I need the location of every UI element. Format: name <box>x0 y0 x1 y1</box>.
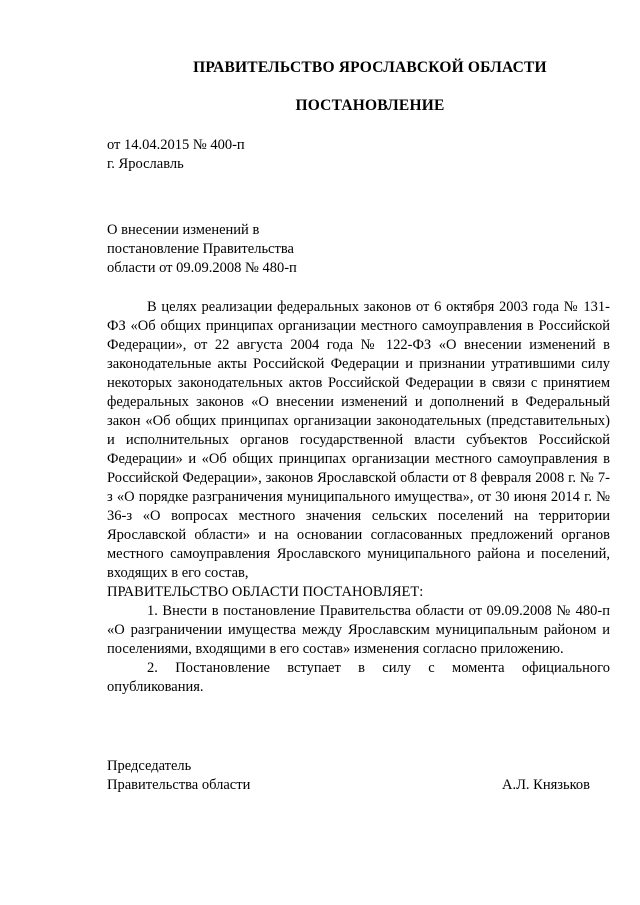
signer-position-line-2: Правительства области <box>107 777 251 793</box>
subject-line-1: О внесении изменений в <box>107 222 260 238</box>
document-type: ПОСТАНОВЛЕНИЕ <box>295 97 445 114</box>
signer-name: А.Л. Князьков <box>501 777 590 793</box>
preamble-paragraph: В целях реализации федеральных законов от 6 октября 2003 года № 131-ФЗ «Об общих принципах организации местного самоуправления в Российской Федерации», от 22 августа 2004 года № 122-ФЗ «О внесении изменений в законодательные акты Российской Федерации и признании утратившими силу некоторых законодательных актов Российской Федерации в связи с принятием федеральных законов «О внесении изменений и дополнений в Федеральный закон «Об общих принципах организации законодательных (представительных) и исполнительных органов государственной власти субъектов Российской Федерации» и «Об общих принципах организации местного самоуправления в Российской Федерации», законов Ярославской области от 8 февраля 2008 г. № 7-з «О порядке разграничения муниципального имущества», от 30 июня 2014 г. № 36-з «О вопросах местного значения сельских поселений на территории Ярославской области» и на основании согласованных предложений органов местного самоуправления Ярославского муниципального района и поселений, входящих в его состав, <box>107 299 610 581</box>
document-meta <box>107 136 245 174</box>
decree-item-2: 2. Постановление вступает в силу с момента официального опубликования. <box>107 660 610 695</box>
decree-heading: ПРАВИТЕЛЬСТВО ОБЛАСТИ ПОСТАНОВЛЯЕТ: <box>107 584 424 600</box>
decree-item-1: 1. Внести в постановление Правительства области от 09.09.2008 № 480-п «О разграничении имущества между Ярославским муниципальным районом и поселениями, входящими в его состав» изменения согласно приложению. <box>107 603 610 657</box>
government-title: ПРАВИТЕЛЬСТВО ЯРОСЛАВСКОЙ ОБЛАСТИ <box>193 59 547 76</box>
document-body <box>107 298 610 697</box>
signer-position-line-1: Председатель <box>107 758 192 774</box>
signature-block <box>107 757 590 795</box>
city: г. Ярославль <box>107 156 184 172</box>
subject-line-3: области от 09.09.2008 № 480-п <box>107 260 297 276</box>
date-number: от 14.04.2015 № 400-п <box>107 137 245 153</box>
subject-line-2: постановление Правительства <box>107 241 294 257</box>
document-subject <box>107 221 297 278</box>
